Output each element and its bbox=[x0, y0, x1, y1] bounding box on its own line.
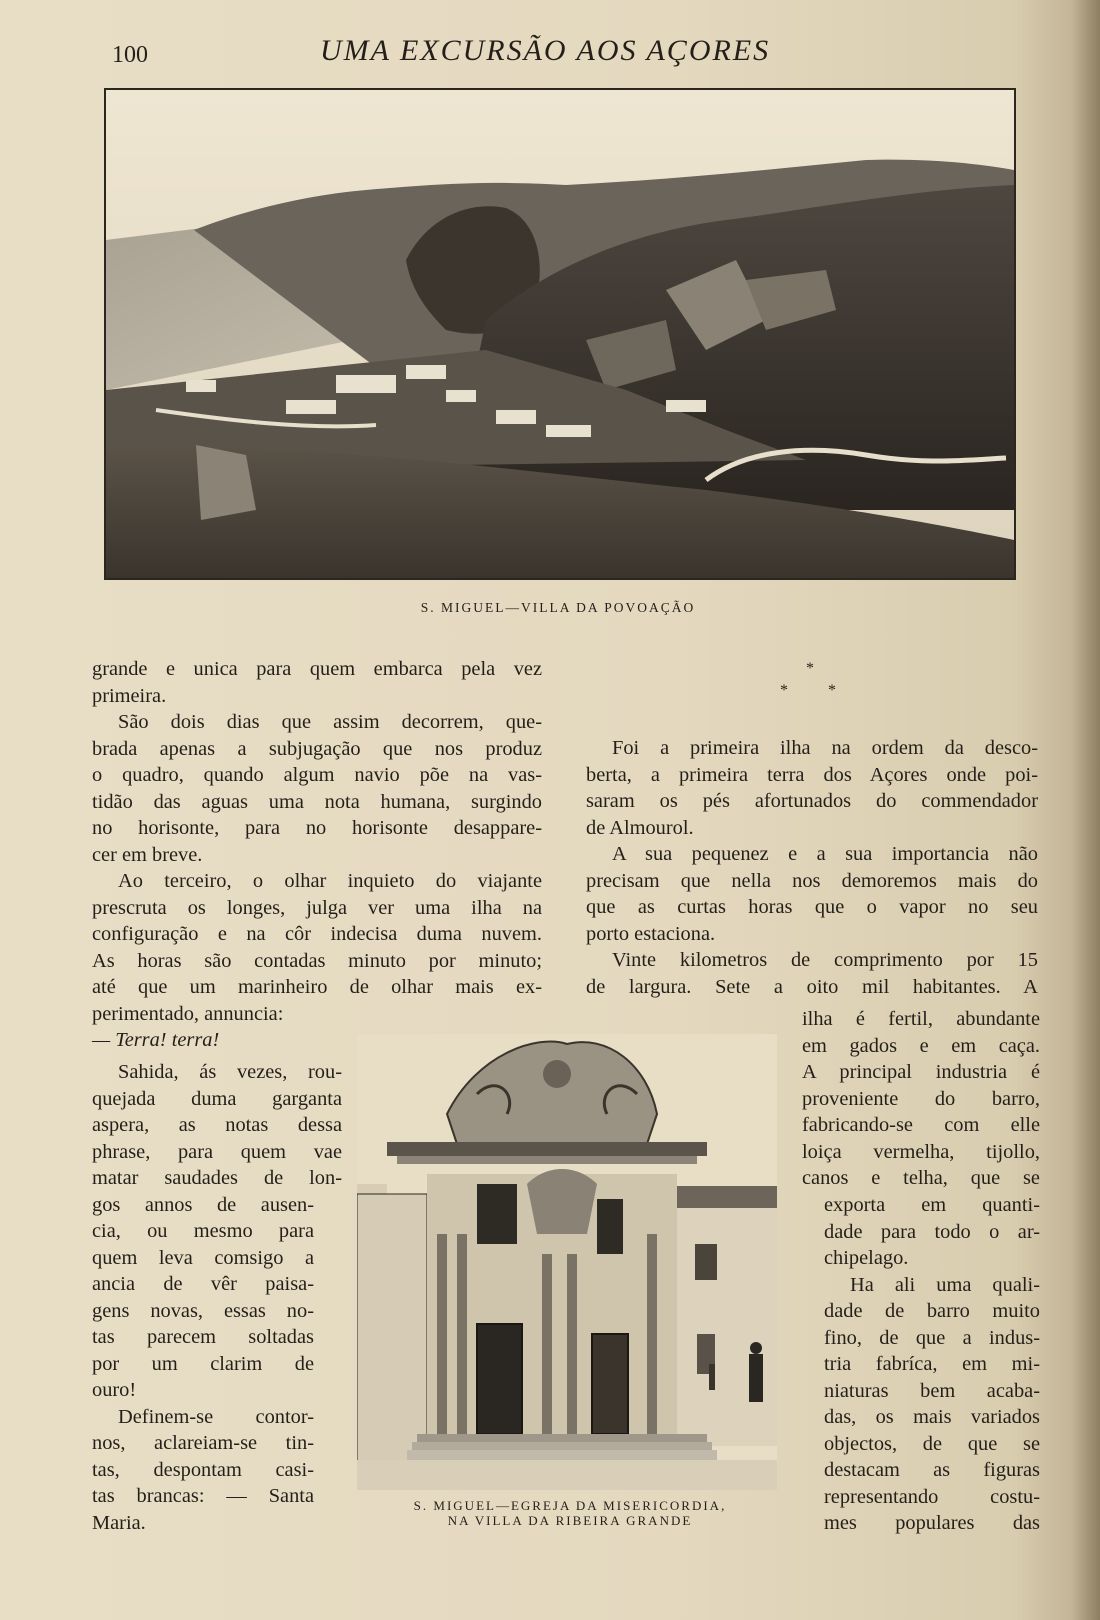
church-photo-caption bbox=[380, 1498, 760, 1528]
left-narrow-column-text bbox=[92, 1059, 342, 1536]
text-line: configuração e na côr indecisa duma nuvem. bbox=[92, 923, 542, 945]
text-line: ouro! bbox=[92, 1379, 137, 1401]
text-line: berta, a primeira terra dos Açores onde poi- bbox=[586, 763, 1038, 786]
text-line: A principal industria é bbox=[802, 1061, 1040, 1083]
text-line: dade para todo o ar- bbox=[824, 1220, 1040, 1243]
left-column-text bbox=[92, 656, 542, 1054]
text-line: São dois dias que assim decorrem, que- bbox=[118, 711, 542, 733]
text-line: — Terra! terra! bbox=[92, 1029, 220, 1051]
text-line: que as curtas horas que o vapor no seu bbox=[586, 896, 1038, 918]
caption-line: NA VILLA DA RIBEIRA GRANDE bbox=[447, 1513, 693, 1528]
text-line: o quadro, quando algum navio põe na vas- bbox=[92, 764, 542, 786]
text-line: tria fabríca, em mi- bbox=[824, 1353, 1040, 1375]
text-line: A sua pequenez e a sua importancia não bbox=[612, 843, 1038, 865]
text-line: grande e unica para quem embarca pela vez bbox=[92, 658, 542, 680]
text-line: destacam as figuras bbox=[824, 1459, 1040, 1481]
text-line: representando costu- bbox=[824, 1485, 1040, 1508]
text-line: brada apenas a subjugação que nos produz bbox=[92, 737, 542, 760]
text-line: canos e telha, que se bbox=[802, 1167, 1040, 1189]
text-line: Definem-se contor- bbox=[118, 1405, 314, 1428]
text-line: Maria. bbox=[92, 1511, 146, 1534]
text-line: fino, de que a indus- bbox=[824, 1326, 1040, 1349]
church-photo bbox=[357, 1034, 777, 1490]
right-narrower-column-text bbox=[824, 1192, 1040, 1537]
page-number: 100 bbox=[112, 42, 148, 68]
text-line: prescruta os longes, julga ver uma ilha na bbox=[92, 896, 542, 919]
text-line: de largura. Sete a oito mil habitantes. A bbox=[586, 975, 1038, 998]
text-line: fabricando-se com elle bbox=[802, 1114, 1040, 1136]
text-line: tas parecem soltadas bbox=[92, 1326, 314, 1348]
text-line: matar saudades de lon- bbox=[92, 1167, 342, 1189]
text-line: tas brancas: — Santa bbox=[92, 1485, 314, 1507]
text-line: Ao terceiro, o olhar inquieto do viajante bbox=[118, 870, 542, 892]
running-title: UMA EXCURSÃO AOS AÇORES bbox=[320, 34, 771, 67]
text-line: phrase, para quem vae bbox=[92, 1140, 342, 1163]
text-line: ilha é fertil, abundante bbox=[802, 1008, 1040, 1030]
text-line: loiça vermelha, tijollo, bbox=[802, 1140, 1040, 1163]
text-line: saram os pés afortunados do commendador bbox=[586, 790, 1038, 812]
text-line: dade de barro muito bbox=[824, 1300, 1040, 1322]
text-line: das, os mais variados bbox=[824, 1406, 1040, 1428]
text-line: Foi a primeira ilha na ordem da desco- bbox=[612, 737, 1038, 759]
section-separator: * * * bbox=[780, 660, 836, 699]
text-line: gos annos de ausen- bbox=[92, 1193, 314, 1216]
text-line: por um clarim de bbox=[92, 1352, 314, 1375]
text-line: cer em breve. bbox=[92, 843, 203, 866]
text-line: ancia de vêr paisa- bbox=[92, 1273, 314, 1295]
text-line: mes populares das bbox=[824, 1512, 1040, 1534]
text-line: primeira. bbox=[92, 684, 167, 707]
text-line: nos, aclareiam-se tin- bbox=[92, 1432, 314, 1454]
landscape-photo bbox=[104, 88, 1016, 580]
photo-caption: S. MIGUEL—VILLA DA POVOAÇÃO bbox=[420, 600, 696, 615]
text-line: Sahida, ás vezes, rou- bbox=[118, 1061, 342, 1083]
text-line: Ha ali uma quali- bbox=[850, 1273, 1040, 1296]
text-line: quejada duma garganta bbox=[92, 1087, 342, 1110]
text-line: gens novas, essas no- bbox=[92, 1299, 314, 1322]
text-line: proveniente do barro, bbox=[802, 1087, 1040, 1110]
text-line: quem leva comsigo a bbox=[92, 1246, 314, 1269]
text-line: Vinte kilometros de comprimento por 15 bbox=[612, 949, 1038, 971]
right-narrow-column-text bbox=[802, 1006, 1040, 1192]
text-line: tidão das aguas uma nota humana, surgindo bbox=[92, 790, 542, 813]
text-line: até que um marinheiro de olhar mais ex- bbox=[92, 976, 542, 998]
text-line: As horas são contadas minuto por minuto; bbox=[92, 949, 542, 972]
text-line: no horisonte, para no horisonte desappare- bbox=[92, 817, 542, 839]
text-line: exporta em quanti- bbox=[824, 1194, 1040, 1216]
text-line: aspera, as notas dessa bbox=[92, 1114, 342, 1136]
text-line: perimentado, annuncia: bbox=[92, 1002, 284, 1025]
right-column-text bbox=[586, 735, 1038, 1000]
text-line: niaturas bem acaba- bbox=[824, 1379, 1040, 1402]
text-line: porto estaciona. bbox=[586, 922, 716, 945]
text-line: de Almourol. bbox=[586, 816, 694, 839]
text-line: tas, despontam casi- bbox=[92, 1458, 314, 1481]
text-line: em gados e em caça. bbox=[802, 1034, 1040, 1057]
caption-line: S. MIGUEL—EGREJA DA MISERICORDIA, bbox=[413, 1498, 727, 1513]
text-line: chipelago. bbox=[824, 1247, 909, 1269]
page-spine-shadow bbox=[1072, 0, 1100, 1620]
text-line: precisam que nella nos demoremos mais do bbox=[586, 869, 1038, 892]
text-line: cia, ou mesmo para bbox=[92, 1220, 314, 1242]
text-line: objectos, de que se bbox=[824, 1432, 1040, 1455]
